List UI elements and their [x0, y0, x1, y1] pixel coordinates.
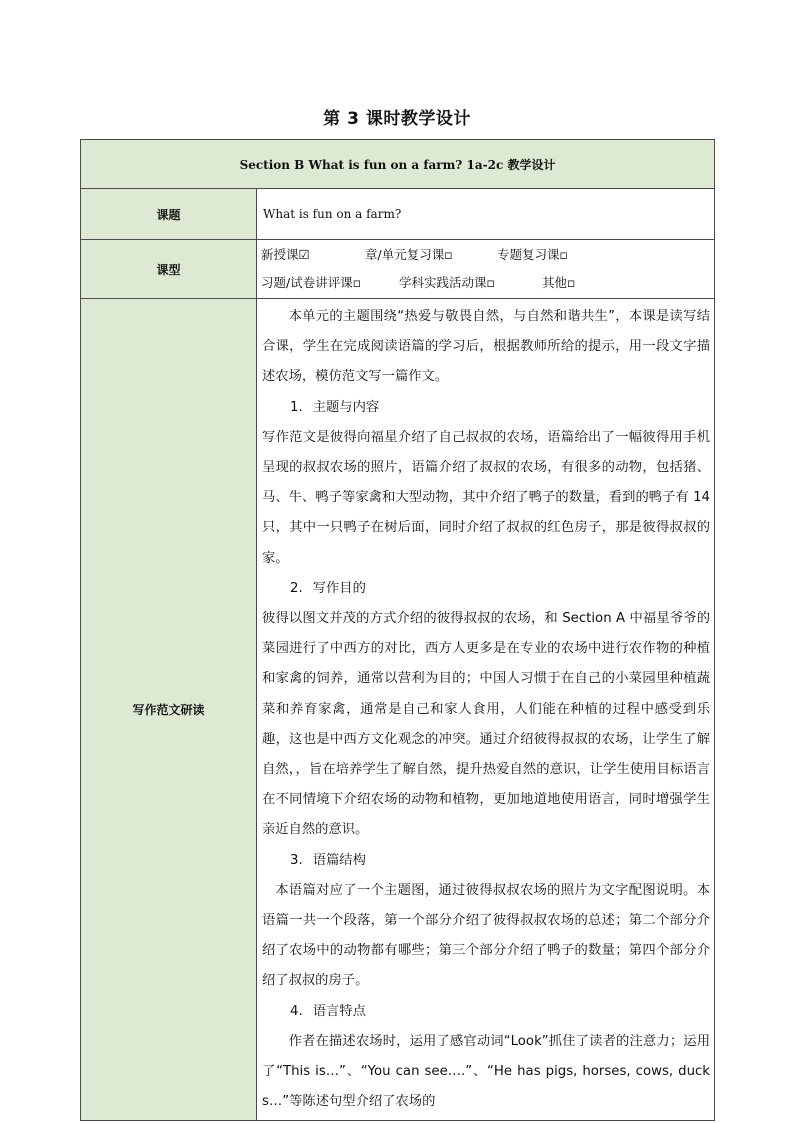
- lesson-type-new: 新授课☑: [261, 247, 310, 262]
- study-label: 写作范文研读: [81, 299, 257, 1121]
- section-number: 3.: [290, 852, 303, 868]
- section-title: 写作目的: [312, 580, 366, 596]
- section-heading-2: [262, 574, 710, 604]
- section-heading-1: [262, 393, 710, 423]
- section-title: 主题与内容: [312, 399, 380, 415]
- study-content: [257, 299, 715, 1121]
- lesson-type-label: 课型: [81, 240, 257, 299]
- topic-label: 课题: [81, 189, 257, 240]
- lesson-type-other: 其他▫: [542, 275, 576, 290]
- intro-paragraph: 本单元的主题围绕“热爱与敬畏自然，与自然和谐共生”，本课是读写结合课，学生在完成阅读语篇的学习后，根据教师所给的提示，用一段文字描述农场，模仿范文写一篇作文。: [262, 309, 711, 385]
- section-paragraph-3: 本语篇对应了一个主题图，通过彼得叔叔农场的照片为文字配图说明。本语篇一共一个段落，第一个部分介绍了彼得叔叔农场的总述；第二个部分介绍了农场中的动物都有哪些；第三个部分介绍了鸭子的数量；第四个部分介绍了叔叔的房子。: [262, 882, 711, 989]
- lesson-plan-table: [80, 139, 715, 1121]
- section-number: 4.: [290, 1003, 303, 1019]
- topic-row: [81, 189, 715, 240]
- section-title: 语篇结构: [312, 852, 366, 868]
- page-title: 第 3 课时教学设计: [323, 109, 471, 129]
- section-number: 2.: [290, 580, 303, 596]
- study-row: [81, 299, 715, 1121]
- section-title: 语言特点: [312, 1003, 366, 1019]
- table-header: Section B What is fun on a farm? 1a-2c 教学设计: [81, 140, 715, 189]
- lesson-type-line-2: [261, 269, 710, 297]
- lesson-type-line-1: [261, 241, 710, 269]
- lesson-type-options: [257, 240, 715, 299]
- section-paragraph-1: 写作范文是彼得向福星介绍了自己叔叔的农场，语篇给出了一幅彼得用手机呈现的叔叔农场的照片，语篇介绍了叔叔的农场，有很多的动物，包括猪、马、牛、鸭子等家禽和大型动物，其中介绍了鸭子的数量，看到的鸭子有 14 只，其中一只鸭子在树后面，同时介绍了叔叔的红色房子，那是彼得叔叔的家。: [262, 429, 711, 566]
- section-number: 1.: [290, 399, 303, 415]
- section-heading-4: [262, 997, 710, 1027]
- section-paragraph-4: 作者在描述农场时，运用了感官动词“Look”抓住了读者的注意力；运用了“This is…”、“You can see….”、“He has pigs, horses, cows, ducks…”等陈述句型介绍了农场的: [262, 1033, 711, 1110]
- table-header-row: [81, 140, 715, 189]
- lesson-type-row: [81, 240, 715, 299]
- lesson-type-topic-review: 专题复习课▫: [497, 247, 568, 262]
- section-heading-3: [262, 846, 710, 876]
- lesson-type-practice: 学科实践活动课▫: [399, 275, 495, 290]
- section-paragraph-2: 彼得以图文并茂的方式介绍的彼得叔叔的农场，和 Section A 中福星爷爷的菜园进行了中西方的对比，西方人更多是在专业的农场中进行农作物的种植和家禽的饲养，通常以营利为目的；中国人习惯于在自己的小菜园里种植蔬菜和养育家禽，通常是自己和家人食用，人们能在种植的过程中感受到乐趣，这也是中西方文化观念的冲突。通过介绍彼得叔叔的农场，让学生了解自然，，旨在培养学生了解自然，提升热爱自然的意识，让学生使用目标语言在不同情境下介绍农场的动物和植物，更加地道地使用语言，同时增强学生亲近自然的意识。: [262, 611, 711, 838]
- lesson-type-unit-review: 章/单元复习课▫: [365, 247, 453, 262]
- topic-value: What is fun on a farm?: [257, 189, 715, 240]
- lesson-type-exercise-review: 习题/试卷讲评课▫: [261, 275, 362, 290]
